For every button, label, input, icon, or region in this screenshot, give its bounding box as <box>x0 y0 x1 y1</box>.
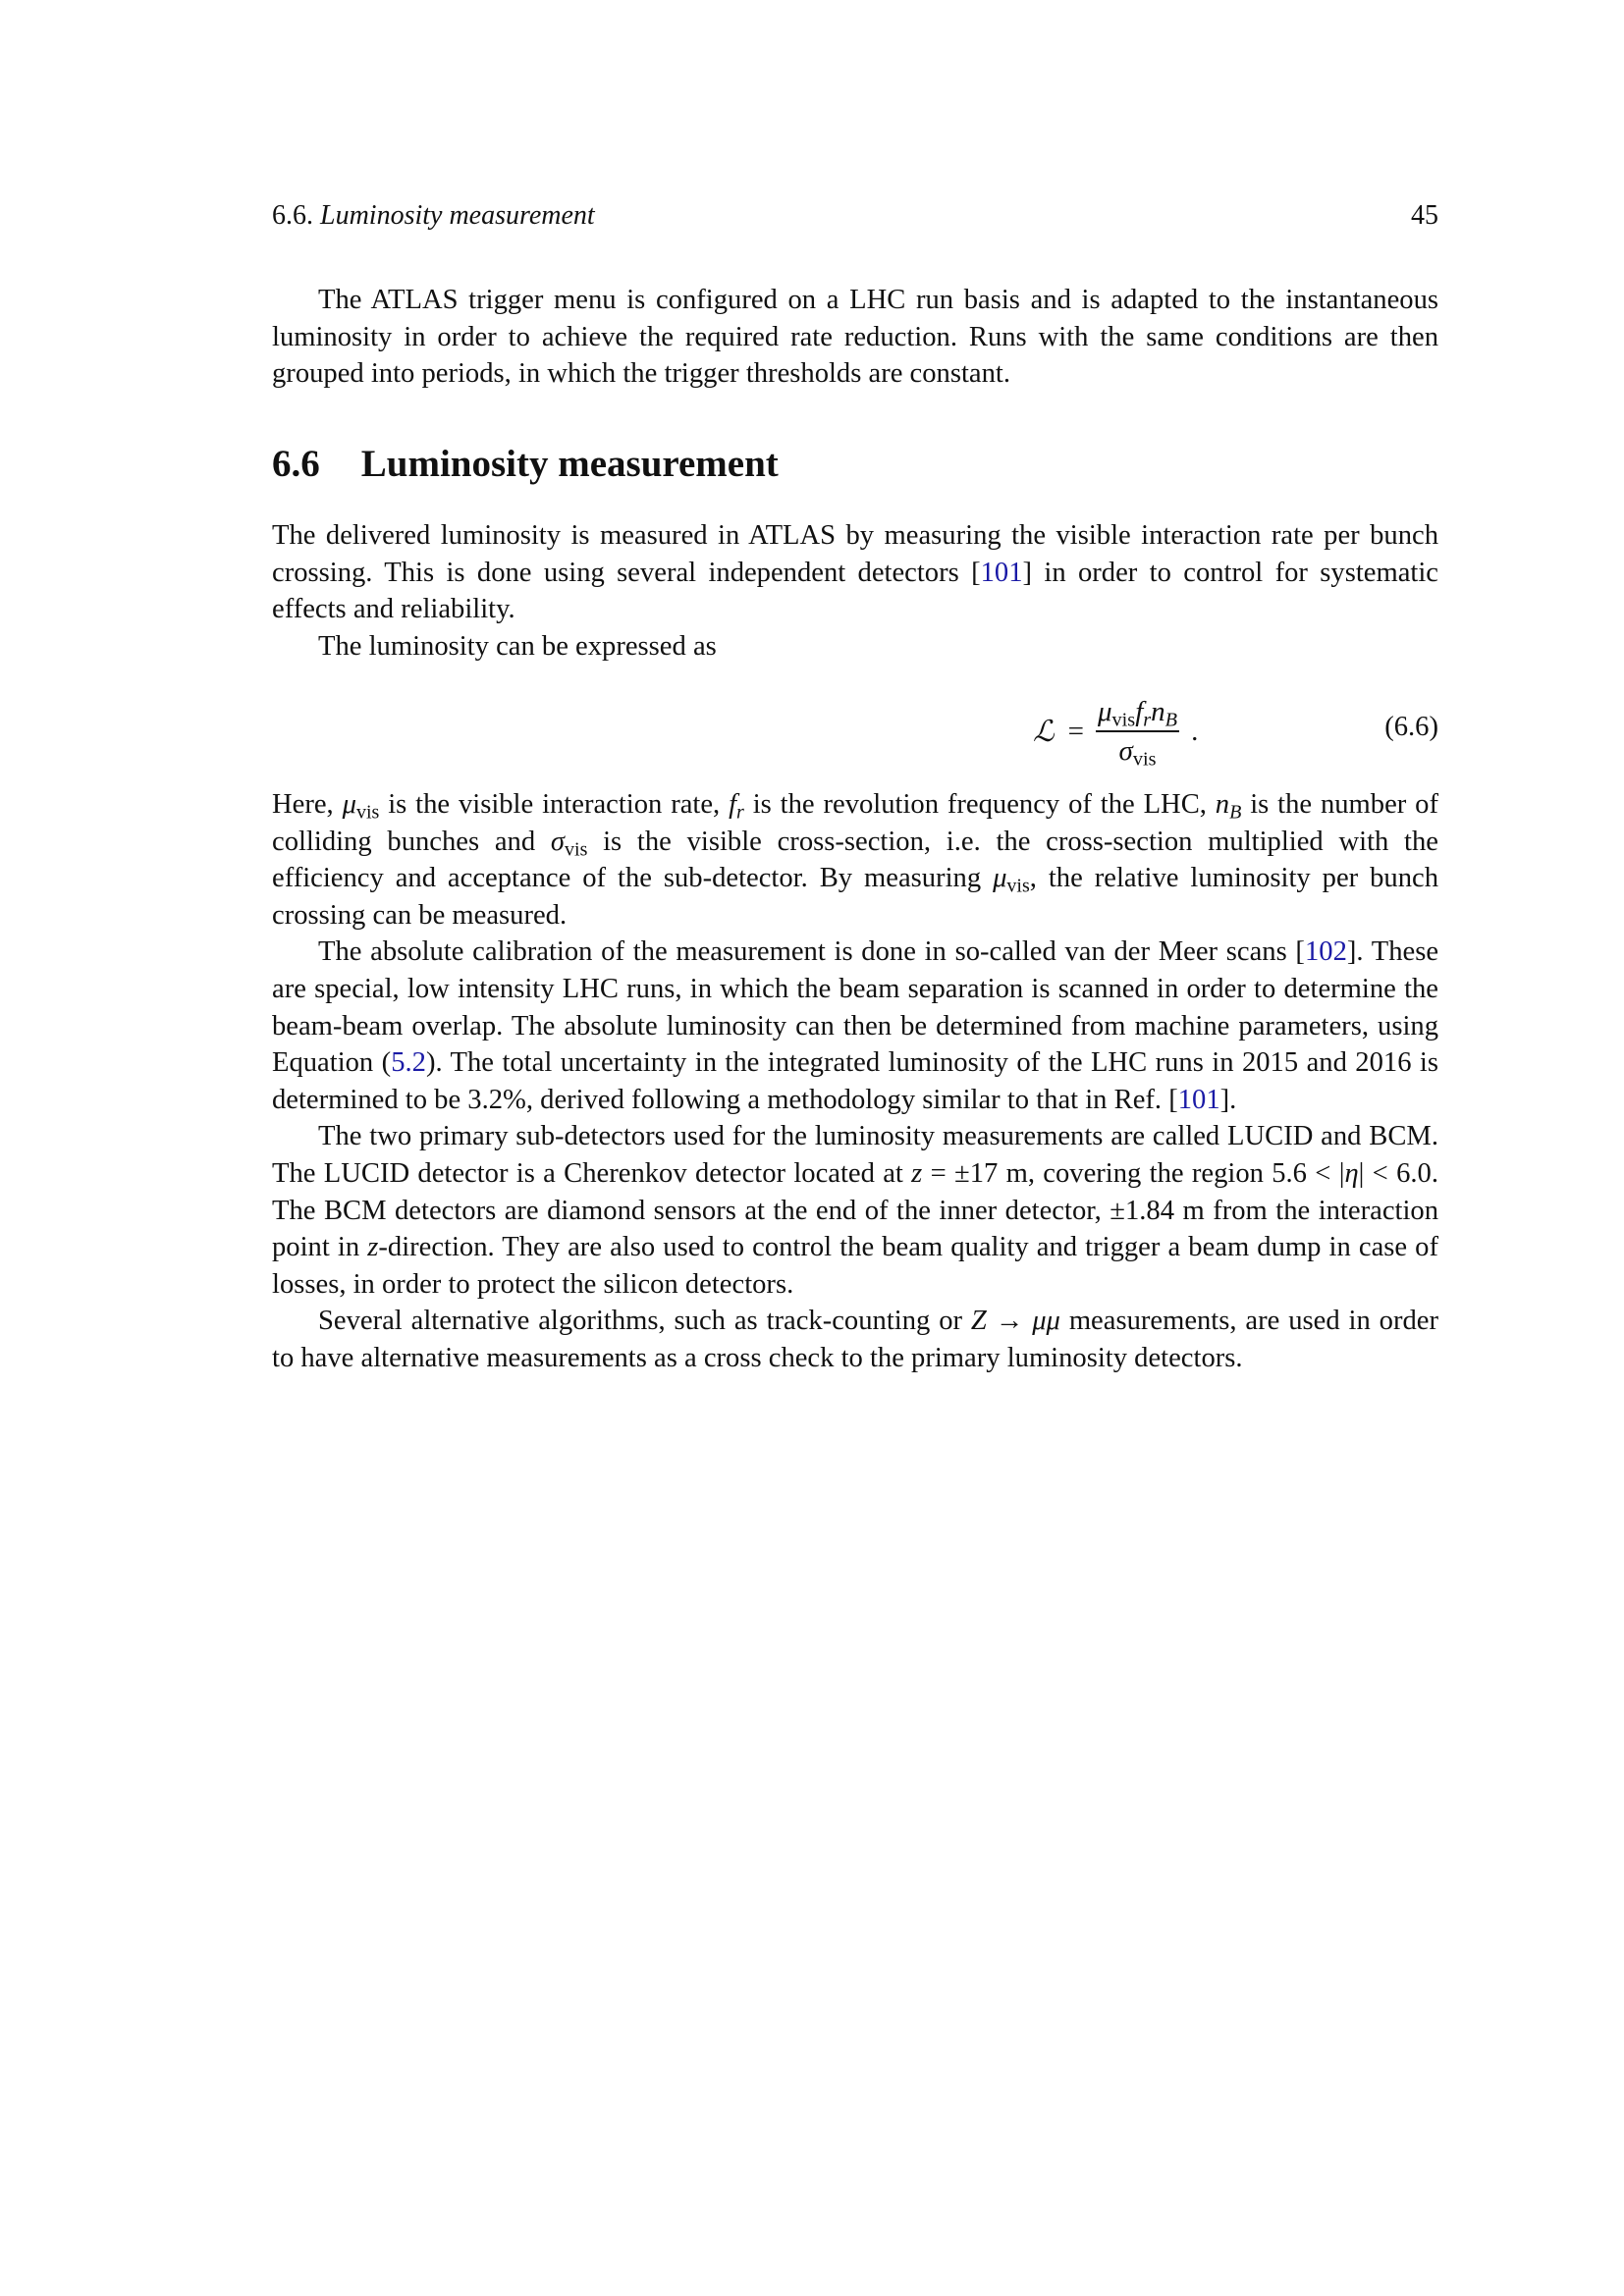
r-subscript: r <box>1143 709 1152 731</box>
section-number: 6.6 <box>272 443 320 485</box>
vis-subscript: vis <box>1006 875 1030 897</box>
vis-subscript: vis <box>1132 748 1157 771</box>
main-block-before-equation <box>272 517 1438 665</box>
text-run: is the revolution frequency of the LHC, <box>743 789 1216 820</box>
text-run: is the visible interaction rate, <box>379 789 730 820</box>
f-symbol: f <box>729 789 737 820</box>
intro-block <box>272 282 1438 393</box>
text-run: ] in order to control for systematic effects and reliability. <box>272 557 1438 625</box>
header-section-number: 6.6. <box>272 200 313 231</box>
equation-link[interactable]: 5.2 <box>391 1047 426 1079</box>
text-run: -direction. They are also used to control the beam quality and trigger a beam dump in case of losses, in order to protect the silicon detectors. <box>272 1232 1438 1300</box>
text-run: ]. <box>1219 1084 1237 1115</box>
text-run: Here, <box>272 789 343 820</box>
mu-symbol: μ <box>993 863 1007 894</box>
paragraph-sub-detectors <box>272 1118 1438 1303</box>
f-symbol: f <box>1135 696 1144 727</box>
sigma-symbol: σ <box>550 826 565 857</box>
text-run: | < 6.0. The BCM detectors are diamond sensors at the end of the inner detector, ±1.84 m from the interaction point in <box>272 1157 1438 1263</box>
citation-link[interactable]: 101 <box>1177 1084 1220 1115</box>
paragraph-luminosity-delivery <box>272 517 1438 628</box>
running-header <box>272 198 1438 234</box>
vis-subscript: vis <box>565 838 588 861</box>
text-run: = ±17 m, covering the region 5.6 < | <box>922 1157 1345 1189</box>
text-run: ]. These are special, low intensity LHC runs, in which the beam separation is scanned in order to determine the beam-beam overlap. The absolute luminosity can then be determined from machine parameters, using Equation ( <box>272 936 1439 1079</box>
paragraph-absolute-calibration <box>272 934 1438 1118</box>
vis-subscript: vis <box>355 801 380 824</box>
mu-symbol: μ <box>1097 696 1112 727</box>
page-number: 45 <box>1411 200 1438 231</box>
fraction-numerator <box>1096 697 1179 732</box>
z-symbol: z <box>367 1232 379 1263</box>
n-symbol: n <box>1215 789 1230 820</box>
luminosity-symbol: ℒ <box>1033 714 1055 749</box>
sigma-symbol: σ <box>1118 735 1133 767</box>
text-run: Several alternative algorithms, such as track-counting or <box>318 1306 971 1337</box>
citation-link[interactable]: 101 <box>980 557 1023 588</box>
equation-6-6 <box>272 692 1438 771</box>
header-section <box>272 198 595 234</box>
header-section-title: Luminosity measurement <box>320 200 595 231</box>
paragraph-alternative-algorithms <box>272 1303 1438 1376</box>
paragraph-expressed-as: The luminosity can be expressed as <box>318 630 717 662</box>
arrow-symbol: → <box>986 1306 1033 1337</box>
main-block-after-equation <box>272 786 1438 1377</box>
text-run: The delivered luminosity is measured in ATLAS by measuring the visible interaction rate per bunch crossing. This is done using several independent detectors [ <box>272 520 1438 588</box>
citation-link[interactable]: 102 <box>1304 936 1347 968</box>
intro-paragraph: The ATLAS trigger menu is configured on a LHC run basis and is adapted to the instantaneous luminosity in order to achieve the required rate reduction. Runs with the same conditions are then grouped into periods, in which the trigger thresholds are constant. <box>272 285 1438 390</box>
fraction-denominator <box>1118 732 1157 771</box>
equation-period: . <box>1191 715 1199 747</box>
text-run: The absolute calibration of the measurement is done in so-called van der Meer scans [ <box>318 936 1305 968</box>
vis-subscript: vis <box>1111 709 1136 731</box>
equals-sign: = <box>1067 715 1084 747</box>
mu-symbol: μ <box>342 789 356 820</box>
text-run: is the number of colliding bunches and <box>272 789 1439 857</box>
fraction <box>1096 696 1179 771</box>
eta-symbol: η <box>1344 1157 1359 1189</box>
equation-body <box>1033 692 1198 771</box>
text-run: , the relative luminosity per bunch crossing can be measured. <box>272 863 1438 931</box>
B-subscript: B <box>1229 801 1242 824</box>
n-symbol: n <box>1151 696 1165 727</box>
text-run: measurements, are used in order to have alternative measurements as a cross check to the primary luminosity detectors. <box>272 1306 1439 1373</box>
section-title: Luminosity measurement <box>360 443 779 485</box>
equation-number: (6.6) <box>1384 712 1438 742</box>
Z-symbol: Z <box>970 1306 987 1337</box>
z-symbol: z <box>911 1157 923 1189</box>
text-run: The two primary sub-detectors used for the luminosity measurements are called LUCID and BCM. The LUCID detector is a Cherenkov detector located at <box>272 1121 1438 1189</box>
text-run: ). The total uncertainty in the integrated luminosity of the LHC runs in 2015 and 2016 is determined to be 3.2%, derived following a methodology similar to that in Ref. [ <box>272 1047 1439 1115</box>
paragraph-symbol-definitions <box>272 786 1438 934</box>
B-subscript: B <box>1164 709 1178 731</box>
r-subscript: r <box>736 801 744 824</box>
section-heading <box>272 442 779 487</box>
text-run: is the visible cross-section, i.e. the cross-section multiplied with the efficiency and acceptance of the sub-detector. By measuring <box>272 826 1438 894</box>
mumu-symbol: μμ <box>1032 1306 1060 1337</box>
